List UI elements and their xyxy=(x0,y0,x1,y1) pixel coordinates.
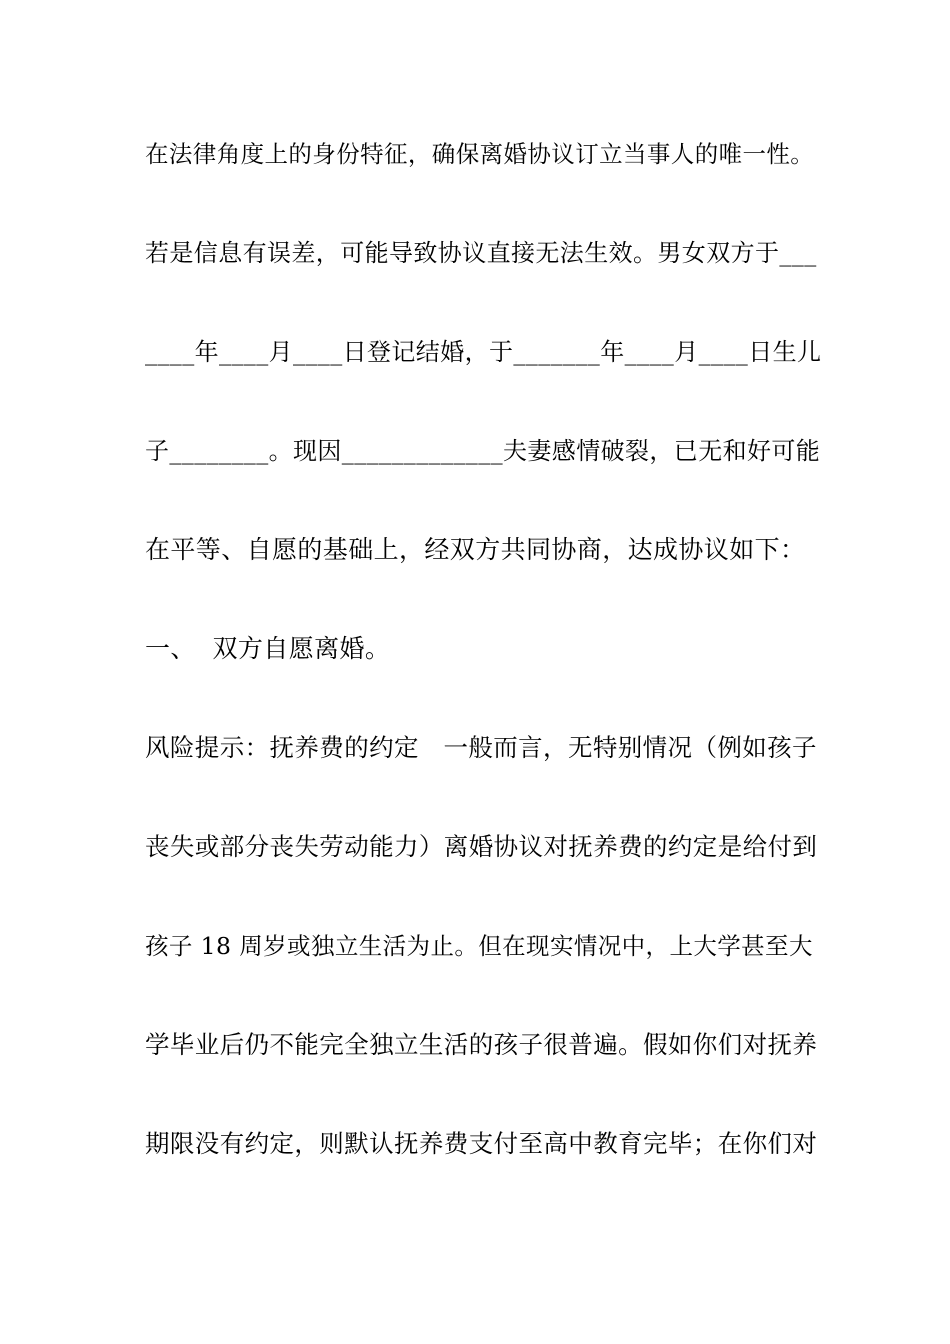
text-line: 期限没有约定，则默认抚养费支付至高中教育完毕；在你们对 xyxy=(145,1129,818,1158)
text-line: 在法律角度上的身份特征，确保离婚协议订立当事人的唯一性。 xyxy=(145,140,815,168)
section-heading: 一、 双方自愿离婚。 xyxy=(145,634,391,663)
text-line: 学毕业后仍不能完全独立生活的孩子很普遍。假如你们对抚养 xyxy=(145,1030,818,1059)
text-line: 孩子 18 周岁或独立生活为止。但在现实情况中，上大学甚至大 xyxy=(145,932,813,960)
text-line: 风险提示：抚养费的约定 一般而言，无特别情况（例如孩子 xyxy=(145,733,817,762)
text-line: ____年____月____日登记结婚，于_______年____月____日生儿 xyxy=(145,338,822,366)
text-line: 若是信息有误差，可能导致协议直接无法生效。男女双方于___ xyxy=(145,239,817,267)
text-line: 子________。现因_____________夫妻感情破裂，已无和好可能 xyxy=(145,437,821,465)
text-line: 在平等、自愿的基础上，经双方共同协商，达成协议如下： xyxy=(145,535,806,564)
text-line: 丧失或部分丧失劳动能力）离婚协议对抚养费的约定是给付到 xyxy=(145,832,818,861)
